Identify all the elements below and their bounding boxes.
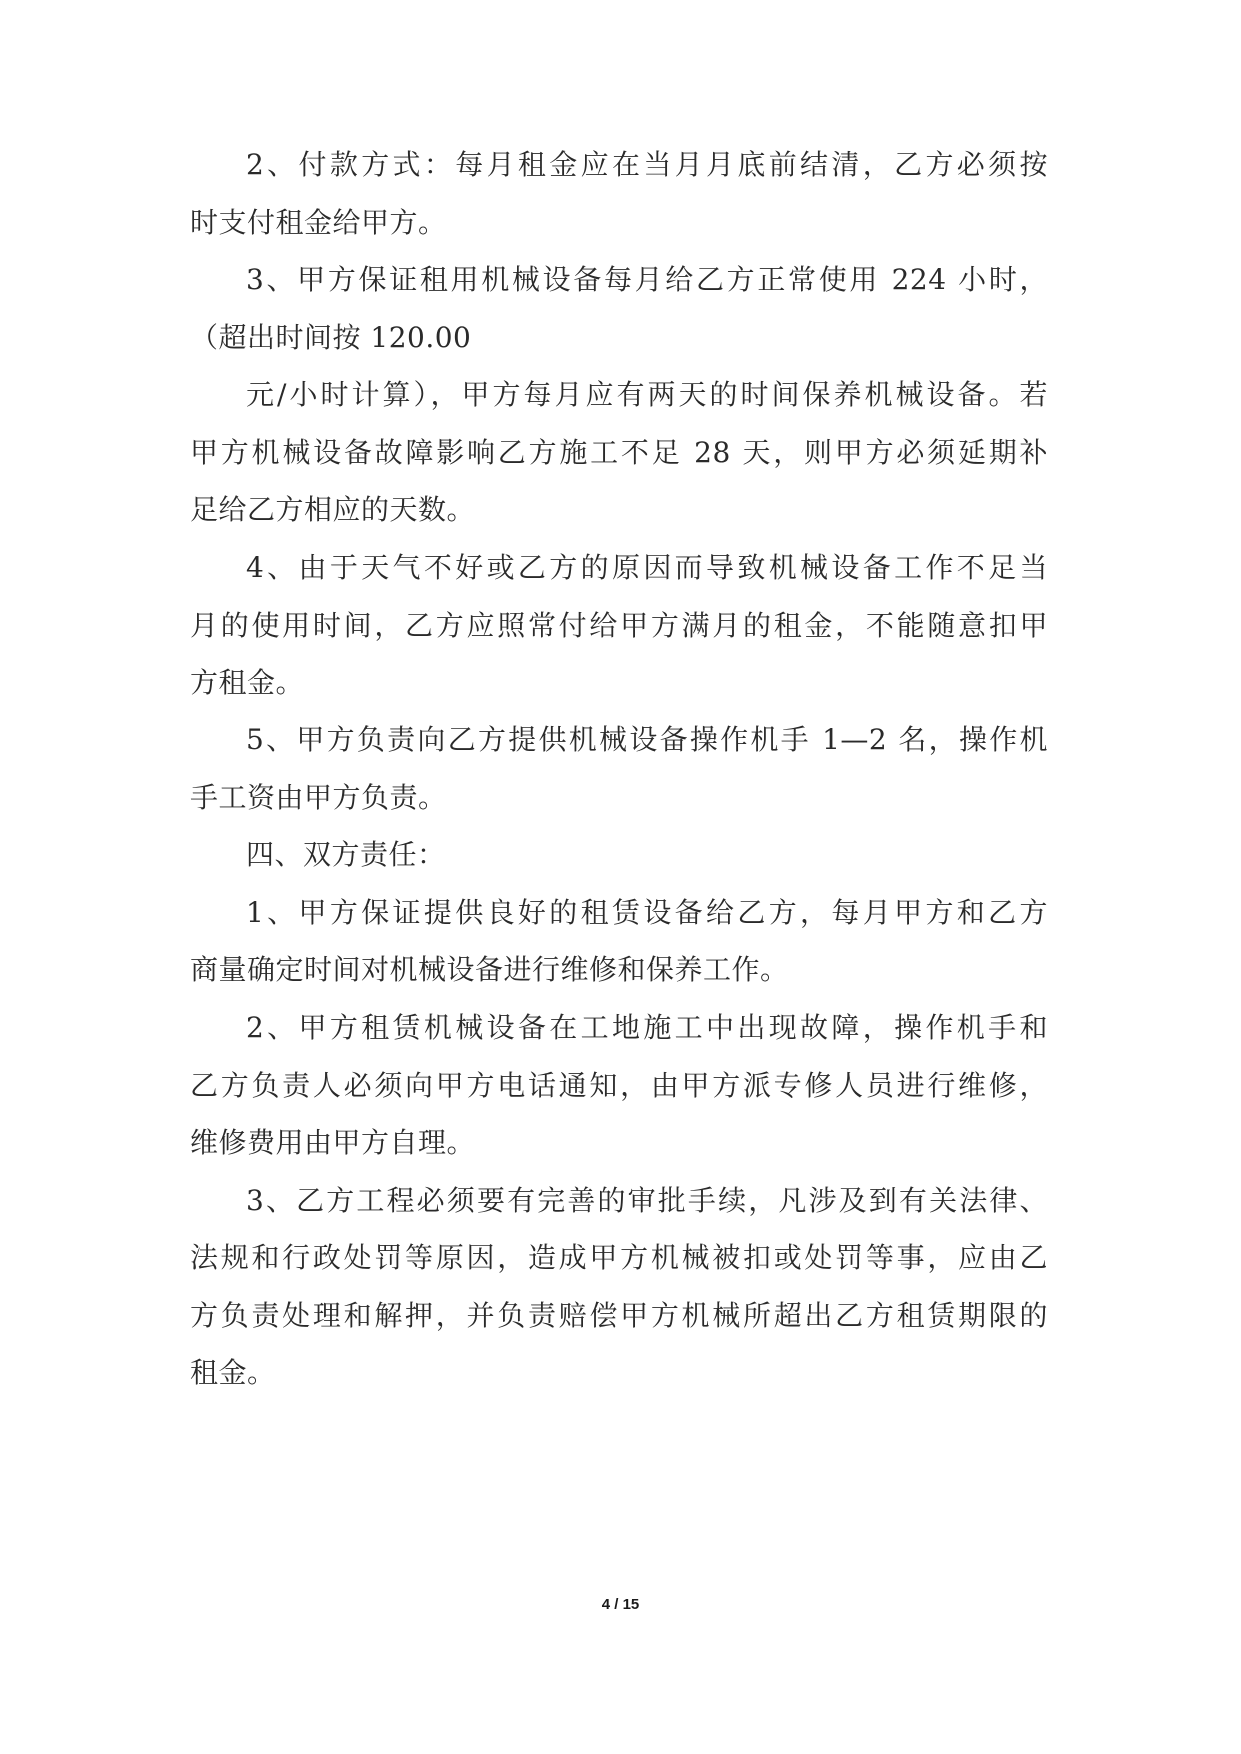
paragraph-line: 3、甲方保证租用机械设备每月给乙方正常使用 224 小时， bbox=[246, 263, 1048, 296]
paragraph-line: 维修费用由甲方自理。 bbox=[190, 1126, 476, 1159]
section-heading: 四、双方责任： bbox=[246, 838, 446, 871]
paragraph-line: 5、甲方负责向乙方提供机械设备操作机手 1—2 名，操作机 bbox=[246, 723, 1048, 756]
paragraph-line: 法规和行政处罚等原因，造成甲方机械被扣或处罚等事，应由乙 bbox=[190, 1241, 1048, 1274]
paragraph-line: 手工资由甲方负责。 bbox=[190, 781, 447, 814]
paragraph-line: 足给乙方相应的天数。 bbox=[190, 493, 476, 526]
paragraph-line: 方租金。 bbox=[190, 666, 305, 699]
paragraph-line: 2、甲方租赁机械设备在工地施工中出现故障，操作机手和 bbox=[246, 1011, 1048, 1044]
paragraph-line: 4、由于天气不好或乙方的原因而导致机械设备工作不足当 bbox=[246, 551, 1048, 584]
paragraph-line: 商量确定时间对机械设备进行维修和保养工作。 bbox=[190, 953, 789, 986]
paragraph-line: 乙方负责人必须向甲方电话通知，由甲方派专修人员进行维修， bbox=[190, 1069, 1048, 1102]
paragraph-line: 方负责处理和解押，并负责赔偿甲方机械所超出乙方租赁期限的 bbox=[190, 1299, 1048, 1332]
paragraph-line: 2、付款方式：每月租金应在当月月底前结清，乙方必须按 bbox=[246, 148, 1048, 181]
paragraph-line: （超出时间按 120.00 bbox=[190, 321, 472, 354]
paragraph-line: 时支付租金给甲方。 bbox=[190, 206, 447, 239]
paragraph-line: 月的使用时间，乙方应照常付给甲方满月的租金，不能随意扣甲 bbox=[190, 609, 1048, 642]
paragraph-line: 元/小时计算），甲方每月应有两天的时间保养机械设备。若 bbox=[246, 378, 1048, 411]
page-number: 4 / 15 bbox=[601, 1596, 640, 1613]
paragraph-line: 甲方机械设备故障影响乙方施工不足 28 天，则甲方必须延期补 bbox=[190, 436, 1048, 469]
paragraph-line: 3、乙方工程必须要有完善的审批手续，凡涉及到有关法律、 bbox=[246, 1184, 1048, 1217]
paragraph-line: 1、甲方保证提供良好的租赁设备给乙方，每月甲方和乙方 bbox=[246, 896, 1048, 929]
paragraph-line: 租金。 bbox=[190, 1356, 276, 1389]
